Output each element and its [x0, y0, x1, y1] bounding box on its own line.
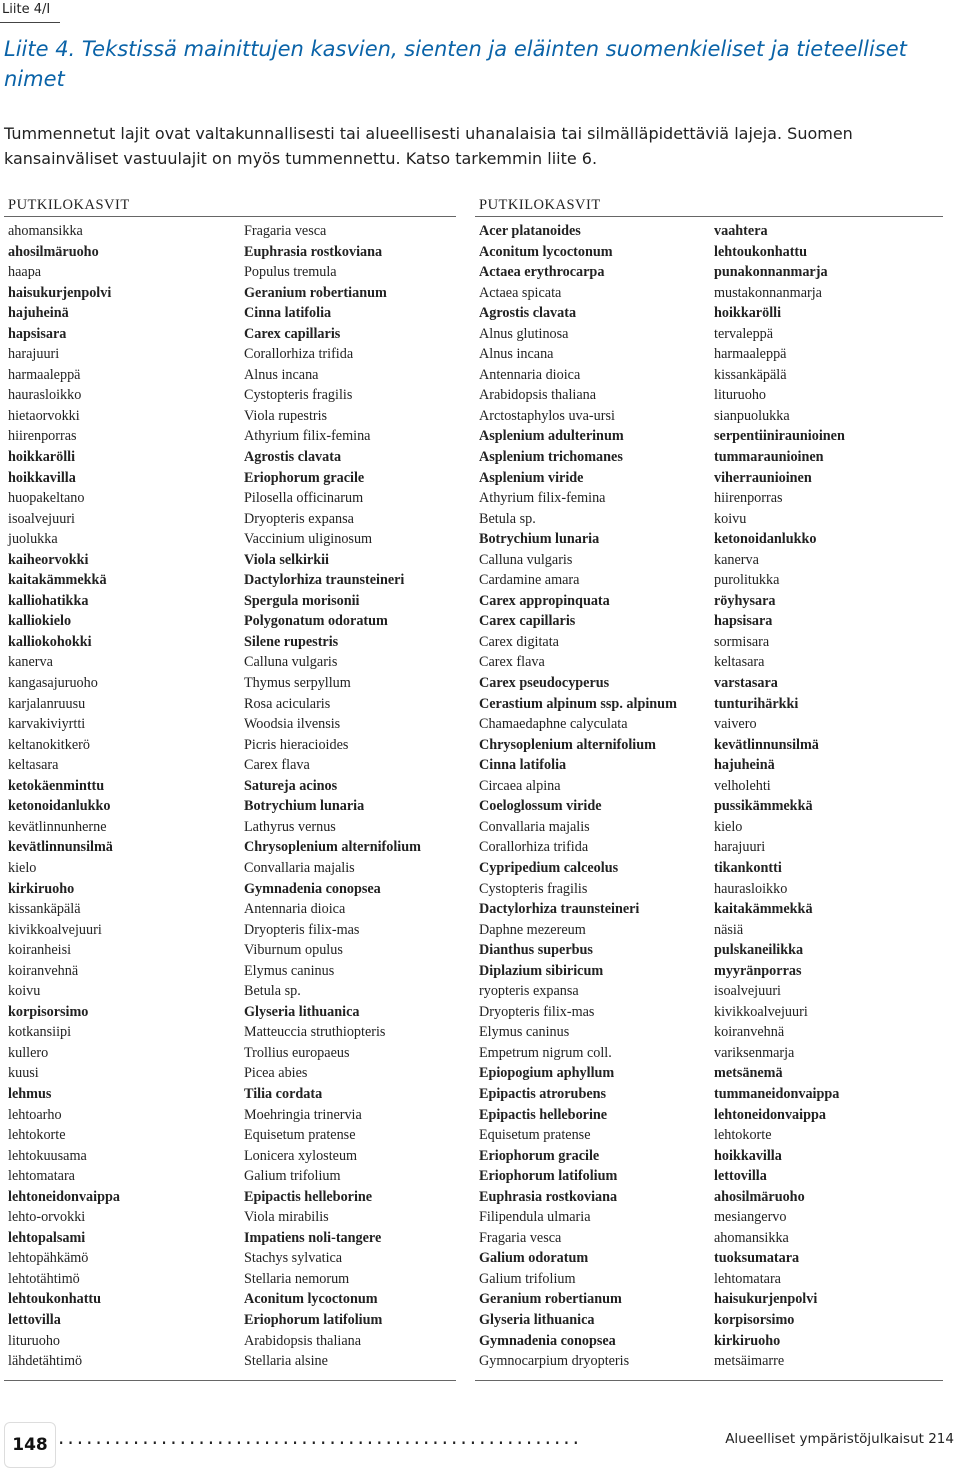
scientific-name-item: Circaea alpina: [479, 777, 561, 794]
scientific-name-item: Arabidopsis thaliana: [479, 387, 597, 404]
finnish-name-item: lehtopähkämö: [8, 1250, 89, 1267]
right-section-heading: PUTKILOKASVIT: [479, 197, 601, 213]
scientific-name-item: Populus tremula: [244, 264, 337, 281]
finnish-name-item: kaitakämmekkä: [714, 901, 813, 918]
scientific-name-item: Botrychium lunaria: [479, 531, 600, 548]
scientific-name-item: Stachys sylvatica: [244, 1250, 343, 1267]
finnish-name-item: kalliohatikka: [8, 592, 89, 609]
left-heading-rule: [4, 216, 456, 217]
scientific-name-item: Betula sp.: [244, 983, 301, 1000]
scientific-name-item: Spergula morisonii: [244, 592, 360, 609]
finnish-name-item: tikankontti: [714, 859, 782, 876]
finnish-name-item: ketokäenminttu: [8, 777, 105, 794]
finnish-name-item: kevätlinnunsilmä: [714, 736, 819, 753]
finnish-name-item: tunturihärkki: [714, 695, 799, 712]
scientific-name-item: Actaea spicata: [479, 284, 562, 301]
scientific-name-item: Asplenium viride: [479, 469, 584, 486]
finnish-name-item: lituruoho: [8, 1332, 61, 1349]
footer-dot-leader: ........................................................: [58, 1426, 583, 1448]
finnish-name-item: lähdetähtimö: [8, 1353, 83, 1370]
finnish-name-item: haapa: [8, 264, 42, 281]
left-scientific-names-column: [244, 221, 421, 1372]
scientific-name-item: Chamaedaphne calyculata: [479, 716, 628, 733]
scientific-name-item: Daphne mezereum: [479, 921, 586, 938]
finnish-name-item: lehtokorte: [8, 1127, 66, 1144]
scientific-name-item: Gymnadenia conopsea: [479, 1332, 616, 1349]
left-finnish-names-column: [8, 221, 120, 1372]
left-bottom-rule: [4, 1380, 456, 1381]
scientific-name-item: Elymus caninus: [479, 1024, 570, 1041]
finnish-name-item: kielo: [8, 859, 37, 876]
finnish-name-item: pulskaneilikka: [714, 942, 804, 959]
finnish-name-item: kalliokohokki: [8, 633, 92, 650]
scientific-name-item: Silene rupestris: [244, 633, 339, 650]
scientific-name-item: Fragaria vesca: [479, 1229, 562, 1246]
scientific-name-item: Asplenium adulterinum: [479, 428, 624, 445]
scientific-name-item: Picris hieracioides: [244, 736, 349, 753]
scientific-name-item: Convallaria majalis: [244, 859, 355, 876]
finnish-name-item: tuoksumatara: [714, 1250, 800, 1267]
scientific-name-item: Dianthus superbus: [479, 942, 593, 959]
scientific-name-item: Dactylorhiza traunsteineri: [479, 901, 640, 918]
finnish-name-item: koivu: [714, 510, 747, 527]
scientific-name-item: Dryopteris expansa: [244, 510, 354, 527]
finnish-name-item: lituruoho: [714, 387, 767, 404]
finnish-name-item: hietaorvokki: [8, 407, 80, 424]
finnish-name-item: karvakiviyrtti: [8, 716, 86, 733]
finnish-name-item: harmaaleppä: [714, 346, 787, 363]
finnish-name-item: kanerva: [714, 551, 759, 568]
finnish-name-item: koiranvehnä: [8, 962, 79, 979]
finnish-name-item: kaitakämmekkä: [8, 572, 107, 589]
scientific-name-item: Elymus caninus: [244, 962, 335, 979]
finnish-name-item: kevätlinnunherne: [8, 818, 107, 835]
finnish-name-item: korpisorsimo: [8, 1003, 89, 1020]
scientific-name-item: Carex capillaris: [479, 613, 576, 630]
scientific-name-item: Convallaria majalis: [479, 818, 590, 835]
scientific-name-item: Carex flava: [244, 757, 310, 774]
finnish-name-item: mustakonnanmarja: [714, 284, 822, 301]
scientific-name-item: Betula sp.: [479, 510, 536, 527]
finnish-name-item: purolitukka: [714, 572, 780, 589]
finnish-name-item: ahomansikka: [714, 1229, 789, 1246]
page-title: Liite 4. Tekstissä mainittujen kasvien, sienten ja eläinten suomenkieliset ja tieteelliset nimet: [4, 37, 907, 91]
finnish-name-item: kielo: [714, 818, 743, 835]
scientific-name-item: Cypripedium calceolus: [479, 859, 619, 876]
finnish-name-item: koiranvehnä: [714, 1024, 785, 1041]
finnish-name-item: punakonnanmarja: [714, 264, 828, 281]
scientific-name-item: Lathyrus vernus: [244, 818, 336, 835]
finnish-name-item: keltanokitkerö: [8, 736, 90, 753]
finnish-name-item: hoikkarölli: [714, 305, 782, 322]
finnish-name-item: koiranheisi: [8, 942, 72, 959]
scientific-name-item: Euphrasia rostkoviana: [479, 1188, 618, 1205]
scientific-name-item: ryopteris expansa: [479, 983, 579, 1000]
scientific-name-item: Glyseria lithuanica: [244, 1003, 360, 1020]
page-number-badge: 148: [4, 1422, 56, 1468]
scientific-name-item: Viola rupestris: [244, 407, 328, 424]
finnish-name-item: ketonoidanlukko: [714, 531, 817, 548]
scientific-name-item: Epipactis atrorubens: [479, 1085, 607, 1102]
scientific-name-item: Vaccinium uliginosum: [244, 531, 373, 548]
finnish-name-item: kivikkoalvejuuri: [8, 921, 102, 938]
finnish-name-item: hoikkarölli: [8, 449, 76, 466]
scientific-name-item: Calluna vulgaris: [479, 551, 573, 568]
scientific-name-item: Polygonatum odoratum: [244, 613, 388, 630]
scientific-name-item: Alnus incana: [479, 346, 554, 363]
finnish-name-item: juolukka: [8, 531, 58, 548]
finnish-name-item: kissankäpälä: [8, 901, 81, 918]
scientific-name-item: Filipendula ulmaria: [479, 1209, 591, 1226]
finnish-name-item: pussikämmekkä: [714, 798, 813, 815]
finnish-name-item: ketonoidanlukko: [8, 798, 111, 815]
scientific-name-item: Picea abies: [244, 1065, 308, 1082]
scientific-name-item: Eriophorum latifolium: [479, 1168, 618, 1185]
finnish-name-item: kirkiruoho: [8, 880, 75, 897]
scientific-name-item: Chrysoplenium alternifolium: [244, 839, 421, 856]
finnish-name-item: hoikkavilla: [8, 469, 76, 486]
finnish-name-item: hapsisara: [714, 613, 773, 630]
finnish-name-item: kivikkoalvejuuri: [714, 1003, 808, 1020]
right-finnish-names-column: [714, 221, 845, 1372]
finnish-name-item: lehmus: [8, 1085, 52, 1102]
finnish-name-item: vaahtera: [714, 223, 768, 239]
scientific-name-item: Galium odoratum: [479, 1250, 589, 1267]
finnish-name-item: kevätlinnunsilmä: [8, 839, 113, 856]
scientific-name-item: Antennaria dioica: [479, 366, 581, 383]
scientific-name-item: Calluna vulgaris: [244, 654, 338, 671]
scientific-name-item: Dryopteris filix-mas: [479, 1003, 595, 1020]
scientific-name-item: Acer platanoides: [479, 223, 581, 239]
scientific-name-item: Trollius europaeus: [244, 1044, 350, 1061]
scientific-name-item: Lonicera xylosteum: [244, 1147, 358, 1164]
finnish-name-item: ahosilmäruoho: [714, 1188, 805, 1205]
scientific-name-item: Antennaria dioica: [244, 901, 346, 918]
scientific-name-item: Glyseria lithuanica: [479, 1311, 595, 1328]
scientific-name-item: Eriophorum gracile: [244, 469, 365, 486]
scientific-name-item: Impatiens noli-tangere: [244, 1229, 382, 1246]
finnish-name-item: hoikkavilla: [714, 1147, 782, 1164]
scientific-name-item: Chrysoplenium alternifolium: [479, 736, 656, 753]
scientific-name-item: Diplazium sibiricum: [479, 962, 604, 979]
finnish-name-item: hajuheinä: [714, 757, 775, 774]
finnish-name-item: korpisorsimo: [714, 1311, 795, 1328]
right-scientific-names-column: [479, 221, 677, 1372]
finnish-name-item: lehtopalsami: [8, 1229, 86, 1246]
scientific-name-item: Carex capillaris: [244, 325, 341, 342]
finnish-name-item: harajuuri: [8, 346, 60, 363]
finnish-name-item: lettovilla: [8, 1311, 61, 1328]
scientific-name-item: Gymnadenia conopsea: [244, 880, 381, 897]
finnish-name-item: lehtoukonhattu: [8, 1291, 102, 1308]
right-bottom-rule: [475, 1380, 943, 1381]
finnish-name-item: lehtotähtimö: [8, 1270, 80, 1287]
finnish-name-item: huopakeltano: [8, 490, 85, 507]
finnish-name-item: haisukurjenpolvi: [714, 1291, 818, 1308]
scientific-name-item: Viola mirabilis: [244, 1209, 329, 1226]
finnish-name-item: karjalanruusu: [8, 695, 86, 712]
finnish-name-item: lehtoarho: [8, 1106, 62, 1123]
scientific-name-item: Corallorhiza trifida: [479, 839, 589, 856]
scientific-name-item: Athyrium filix-femina: [479, 490, 606, 507]
intro-paragraph: Tummennetut lajit ovat valtakunnallisesti tai alueellisesti uhanalaisia tai silmälläpidettäviä lajeja. Suomen kansainväliset vastuulajit on myös tummennettu. Katso tarkemmin liite 6.: [4, 124, 853, 168]
scientific-name-item: Carex pseudocyperus: [479, 675, 610, 692]
finnish-name-item: haurasloikko: [8, 387, 82, 404]
scientific-name-item: Epiopogium aphyllum: [479, 1065, 615, 1082]
scientific-name-item: Aconitum lycoctonum: [244, 1291, 378, 1308]
scientific-name-item: Arabidopsis thaliana: [244, 1332, 362, 1349]
left-section-heading: PUTKILOKASVIT: [8, 197, 130, 213]
scientific-name-item: Carex digitata: [479, 633, 559, 650]
finnish-name-item: harmaaleppä: [8, 366, 81, 383]
finnish-name-item: kaiheorvokki: [8, 551, 89, 568]
scientific-name-item: Equisetum pratense: [479, 1127, 591, 1144]
scientific-name-item: Arctostaphylos uva-ursi: [479, 407, 615, 424]
finnish-name-item: isoalvejuuri: [714, 983, 781, 1000]
scientific-name-item: Fragaria vesca: [244, 223, 327, 239]
scientific-name-item: Viburnum opulus: [244, 942, 343, 959]
scientific-name-item: Galium trifolium: [244, 1168, 341, 1185]
scientific-name-item: Aconitum lycoctonum: [479, 243, 613, 260]
finnish-name-item: ahomansikka: [8, 223, 83, 239]
scientific-name-item: Empetrum nigrum coll.: [479, 1044, 612, 1061]
finnish-name-item: kissankäpälä: [714, 366, 787, 383]
scientific-name-item: Dryopteris filix-mas: [244, 921, 360, 938]
scientific-name-item: Tilia cordata: [244, 1085, 323, 1102]
scientific-name-item: Euphrasia rostkoviana: [244, 243, 383, 260]
finnish-name-item: viherraunioinen: [714, 469, 812, 486]
finnish-name-item: lettovilla: [714, 1168, 767, 1185]
scientific-name-item: Matteuccia struthiopteris: [244, 1024, 386, 1041]
publication-series: Alueelliset ympäristöjulkaisut 214: [725, 1431, 954, 1447]
scientific-name-item: Eriophorum latifolium: [244, 1311, 383, 1328]
finnish-name-item: hiirenporras: [714, 490, 783, 507]
finnish-name-item: kullero: [8, 1044, 49, 1061]
finnish-name-item: lehtomatara: [714, 1270, 781, 1287]
top-rule: [0, 22, 60, 23]
scientific-name-item: Cerastium alpinum ssp. alpinum: [479, 695, 677, 712]
finnish-name-item: haisukurjenpolvi: [8, 284, 112, 301]
scientific-name-item: Cinna latifolia: [479, 757, 567, 774]
finnish-name-item: varstasara: [714, 675, 778, 692]
finnish-name-item: lehtokuusama: [8, 1147, 87, 1164]
finnish-name-item: lehto-orvokki: [8, 1209, 86, 1226]
scientific-name-item: Cystopteris fragilis: [479, 880, 588, 897]
scientific-name-item: Actaea erythrocarpa: [479, 264, 605, 281]
scientific-name-item: Eriophorum gracile: [479, 1147, 600, 1164]
scientific-name-item: Cinna latifolia: [244, 305, 332, 322]
finnish-name-item: kanerva: [8, 654, 53, 671]
scientific-name-item: Alnus incana: [244, 366, 319, 383]
scientific-name-item: Galium trifolium: [479, 1270, 576, 1287]
finnish-name-item: variksenmarja: [714, 1044, 795, 1061]
finnish-name-item: näsiä: [714, 921, 744, 938]
scientific-name-item: Woodsia ilvensis: [244, 716, 341, 733]
scientific-name-item: Gymnocarpium dryopteris: [479, 1353, 630, 1370]
finnish-name-item: kalliokielo: [8, 613, 72, 630]
scientific-name-item: Dactylorhiza traunsteineri: [244, 572, 405, 589]
finnish-name-item: kirkiruoho: [714, 1332, 781, 1349]
finnish-name-item: sormisara: [714, 633, 770, 650]
finnish-name-item: metsänemä: [714, 1065, 783, 1082]
finnish-name-item: sianpuolukka: [714, 407, 790, 424]
scientific-name-item: Pilosella officinarum: [244, 490, 364, 507]
finnish-name-item: tummaraunioinen: [714, 449, 824, 466]
scientific-name-item: Geranium robertianum: [479, 1291, 622, 1308]
finnish-name-item: hapsisara: [8, 325, 67, 342]
scientific-name-item: Agrostis clavata: [244, 449, 342, 466]
finnish-name-item: myyränporras: [714, 962, 802, 979]
finnish-name-item: keltasara: [8, 757, 59, 774]
finnish-name-item: röyhysara: [714, 592, 776, 609]
finnish-name-item: tervaleppä: [714, 325, 774, 342]
finnish-name-item: velholehti: [714, 777, 771, 794]
page-tag: Liite 4/I: [2, 2, 51, 17]
finnish-name-item: lehtoneidonvaippa: [8, 1188, 120, 1205]
finnish-name-item: lehtomatara: [8, 1168, 75, 1185]
finnish-name-item: metsäimarre: [714, 1353, 785, 1370]
finnish-name-item: kangasajuruoho: [8, 675, 98, 692]
scientific-name-item: Epipactis helleborine: [479, 1106, 608, 1123]
finnish-name-item: harajuuri: [714, 839, 766, 856]
finnish-name-item: ahosilmäruoho: [8, 243, 99, 260]
finnish-name-item: lehtokorte: [714, 1127, 772, 1144]
scientific-name-item: Equisetum pratense: [244, 1127, 356, 1144]
finnish-name-item: lehtoukonhattu: [714, 243, 808, 260]
scientific-name-item: Thymus serpyllum: [244, 675, 351, 692]
finnish-name-item: haurasloikko: [714, 880, 788, 897]
scientific-name-item: Coeloglossum viride: [479, 798, 602, 815]
scientific-name-item: Carex appropinquata: [479, 592, 610, 609]
finnish-name-item: kuusi: [8, 1065, 39, 1082]
finnish-name-item: serpentiiniraunioinen: [714, 428, 845, 445]
scientific-name-item: Moehringia trinervia: [244, 1106, 362, 1123]
finnish-name-item: lehtoneidonvaippa: [714, 1106, 826, 1123]
finnish-name-item: tummaneidonvaippa: [714, 1085, 840, 1102]
finnish-name-item: keltasara: [714, 654, 765, 671]
scientific-name-item: Stellaria alsine: [244, 1353, 328, 1370]
finnish-name-item: koivu: [8, 983, 41, 1000]
scientific-name-item: Carex flava: [479, 654, 545, 671]
scientific-name-item: Cardamine amara: [479, 572, 580, 589]
scientific-name-item: Botrychium lunaria: [244, 798, 365, 815]
scientific-name-item: Geranium robertianum: [244, 284, 387, 301]
scientific-name-item: Stellaria nemorum: [244, 1270, 350, 1287]
finnish-name-item: isoalvejuuri: [8, 510, 75, 527]
scientific-name-item: Satureja acinos: [244, 777, 338, 794]
right-heading-rule: [475, 216, 943, 217]
scientific-name-item: Agrostis clavata: [479, 305, 577, 322]
scientific-name-item: Asplenium trichomanes: [479, 449, 623, 466]
scientific-name-item: Rosa acicularis: [244, 695, 331, 712]
finnish-name-item: mesiangervo: [714, 1209, 787, 1226]
finnish-name-item: vaivero: [714, 716, 757, 733]
scientific-name-item: Viola selkirkii: [244, 551, 329, 568]
finnish-name-item: hiirenporras: [8, 428, 77, 445]
scientific-name-item: Cystopteris fragilis: [244, 387, 353, 404]
scientific-name-item: Epipactis helleborine: [244, 1188, 373, 1205]
scientific-name-item: Corallorhiza trifida: [244, 346, 354, 363]
finnish-name-item: kotkansiipi: [8, 1024, 72, 1041]
scientific-name-item: Alnus glutinosa: [479, 325, 569, 342]
finnish-name-item: hajuheinä: [8, 305, 69, 322]
scientific-name-item: Athyrium filix-femina: [244, 428, 371, 445]
